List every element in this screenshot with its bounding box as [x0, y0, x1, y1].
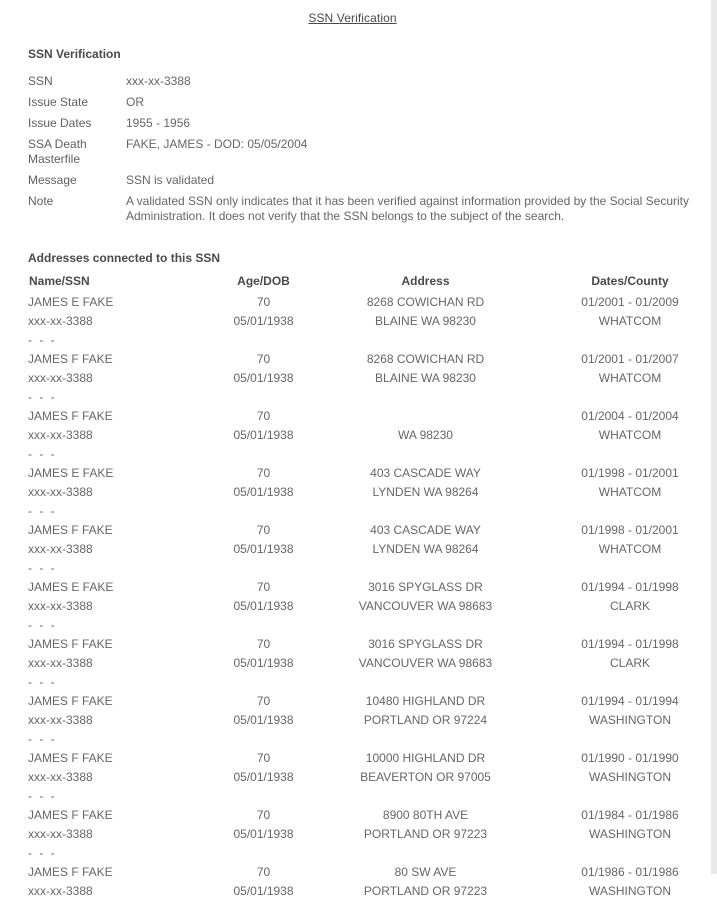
table-row	[28, 113, 691, 134]
row-separator-dashes: - - -	[28, 504, 57, 518]
field-value: OR	[126, 95, 144, 109]
row-separator	[28, 331, 717, 350]
row-name: JAMES F FAKE	[28, 523, 113, 537]
ssn-verification-table-body	[28, 71, 691, 227]
table-row	[28, 825, 717, 844]
row-county: CLARK	[609, 656, 650, 670]
row-dates: 01/1998 - 01/2001	[581, 523, 679, 537]
row-dates: 01/2004 - 01/2004	[581, 409, 679, 423]
row-county: CLARK	[609, 599, 650, 613]
row-separator-dashes: - - -	[28, 732, 57, 746]
row-address-line2: VANCOUVER WA 98683	[358, 599, 493, 613]
table-row	[28, 597, 717, 616]
table-row	[28, 464, 717, 483]
row-separator-blank	[317, 616, 534, 635]
table-row	[28, 483, 717, 502]
row-name: JAMES F FAKE	[28, 694, 113, 708]
row-address-line2: BLAINE WA 98230	[375, 371, 476, 385]
row-name: JAMES E FAKE	[28, 580, 114, 594]
table-header-row	[28, 273, 717, 293]
row-dates: 01/1994 - 01/1994	[581, 694, 679, 708]
row-address-line2: BEAVERTON OR 97005	[360, 770, 491, 784]
row-name: JAMES F FAKE	[28, 409, 113, 423]
row-separator-blank	[534, 388, 717, 407]
row-separator	[28, 502, 717, 521]
row-separator-blank	[534, 502, 717, 521]
table-row	[28, 768, 717, 787]
row-county: WASHINGTON	[588, 884, 671, 898]
row-ssn: xxx-xx-3388	[28, 827, 93, 841]
row-separator-blank	[317, 730, 534, 749]
row-separator-blank	[534, 559, 717, 578]
row-dob: 05/01/1938	[233, 656, 294, 670]
row-separator-blank	[534, 844, 717, 863]
row-separator-blank	[317, 445, 534, 464]
field-value: xxx-xx-3388	[126, 74, 191, 88]
row-ssn: xxx-xx-3388	[28, 371, 93, 385]
row-address-line1: 8268 COWICHAN RD	[366, 295, 485, 309]
row-separator-dashes: - - -	[28, 447, 57, 461]
row-address-line2: WA 98230	[398, 428, 453, 442]
row-dob: 05/01/1938	[233, 371, 294, 385]
row-name: JAMES F FAKE	[28, 751, 113, 765]
table-row	[28, 312, 717, 331]
field-label: Issue State	[28, 95, 89, 109]
table-row	[28, 711, 717, 730]
row-separator-blank	[210, 673, 317, 692]
table-row	[28, 654, 717, 673]
row-separator-dashes: - - -	[28, 390, 57, 404]
row-dob: 05/01/1938	[233, 713, 294, 727]
row-dates: 01/1986 - 01/1986	[581, 865, 679, 879]
row-separator	[28, 673, 717, 692]
row-dob: 05/01/1938	[233, 599, 294, 613]
row-separator-blank	[210, 730, 317, 749]
table-row	[28, 92, 691, 113]
row-separator-dashes: - - -	[28, 846, 57, 860]
table-row	[28, 882, 717, 901]
table-row	[28, 521, 717, 540]
row-separator-blank	[317, 502, 534, 521]
table-row	[28, 170, 691, 191]
row-separator-blank	[534, 787, 717, 806]
table-row	[28, 863, 717, 882]
row-age: 70	[256, 865, 271, 879]
field-label: Note	[28, 194, 54, 208]
row-dates: 01/1990 - 01/1990	[581, 751, 679, 765]
row-address-line1: 8900 80TH AVE	[382, 808, 469, 822]
row-county: WASHINGTON	[588, 827, 671, 841]
field-label: SSA Death Masterfile	[28, 137, 87, 166]
row-separator-blank	[534, 673, 717, 692]
row-age: 70	[256, 580, 271, 594]
row-dob: 05/01/1938	[233, 827, 294, 841]
row-separator	[28, 616, 717, 635]
row-name: JAMES E FAKE	[28, 466, 114, 480]
row-dates: 01/1998 - 01/2001	[581, 466, 679, 480]
field-value: FAKE, JAMES - DOD: 05/05/2004	[126, 137, 308, 151]
row-separator-blank	[317, 673, 534, 692]
row-separator-blank	[534, 730, 717, 749]
table-row	[28, 635, 717, 654]
row-ssn: xxx-xx-3388	[28, 713, 93, 727]
row-age: 70	[256, 523, 271, 537]
table-row	[28, 749, 717, 768]
row-name: JAMES F FAKE	[28, 808, 113, 822]
row-separator	[28, 787, 717, 806]
row-name: JAMES E FAKE	[28, 295, 114, 309]
field-value: A validated SSN only indicates that it has been verified against information provided by the Social Security Administration. It does not verify that the SSN belongs to the subject of the search.	[126, 194, 689, 223]
row-separator-blank	[534, 445, 717, 464]
row-county: WHATCOM	[598, 371, 662, 385]
row-dates: 01/2001 - 01/2007	[581, 352, 679, 366]
row-separator-blank	[317, 331, 534, 350]
field-label: Issue Dates	[28, 116, 92, 130]
row-address-line2: PORTLAND OR 97224	[363, 713, 488, 727]
row-county: WHATCOM	[598, 485, 662, 499]
row-address-line1	[317, 407, 534, 426]
row-separator-dashes: - - -	[28, 561, 57, 575]
row-separator	[28, 730, 717, 749]
row-separator-blank	[534, 331, 717, 350]
row-ssn: xxx-xx-3388	[28, 485, 93, 499]
row-separator-blank	[317, 388, 534, 407]
row-separator-blank	[317, 559, 534, 578]
row-ssn: xxx-xx-3388	[28, 542, 93, 556]
row-separator-blank	[210, 445, 317, 464]
page-title: SSN Verification	[308, 11, 397, 25]
row-address-line1: 403 CASCADE WAY	[370, 466, 481, 480]
column-header-name-ssn: Name/SSN	[29, 274, 90, 288]
table-row	[28, 692, 717, 711]
row-separator-blank	[317, 844, 534, 863]
row-separator-blank	[210, 844, 317, 863]
row-separator-dashes: - - -	[28, 789, 57, 803]
row-separator-blank	[534, 616, 717, 635]
row-address-line1: 10480 HIGHLAND DR	[365, 694, 486, 708]
row-dob: 05/01/1938	[233, 770, 294, 784]
row-separator-dashes: - - -	[28, 618, 57, 632]
table-row	[28, 293, 717, 312]
row-county: WHATCOM	[598, 428, 662, 442]
table-row	[28, 71, 691, 92]
row-address-line2: LYNDEN WA 98264	[372, 485, 479, 499]
row-separator	[28, 388, 717, 407]
row-age: 70	[256, 694, 271, 708]
row-county: WASHINGTON	[588, 770, 671, 784]
addresses-table-header	[28, 273, 717, 293]
row-separator-blank	[210, 388, 317, 407]
row-age: 70	[256, 466, 271, 480]
ssn-verification-table	[28, 71, 691, 227]
row-ssn: xxx-xx-3388	[28, 599, 93, 613]
column-header-age-dob: Age/DOB	[237, 274, 290, 288]
row-ssn: xxx-xx-3388	[28, 428, 93, 442]
row-age: 70	[256, 637, 271, 651]
row-dates: 01/2001 - 01/2009	[581, 295, 679, 309]
row-name: JAMES F FAKE	[28, 637, 113, 651]
addresses-table	[28, 273, 717, 901]
row-address-line1: 8268 COWICHAN RD	[366, 352, 485, 366]
row-dob: 05/01/1938	[233, 314, 294, 328]
row-separator	[28, 559, 717, 578]
row-county: WHATCOM	[598, 314, 662, 328]
row-ssn: xxx-xx-3388	[28, 884, 93, 898]
ssn-verification-section	[0, 47, 711, 227]
row-separator	[28, 445, 717, 464]
row-dates: 01/1994 - 01/1998	[581, 637, 679, 651]
row-ssn: xxx-xx-3388	[28, 770, 93, 784]
row-address-line2: LYNDEN WA 98264	[372, 542, 479, 556]
row-name: JAMES F FAKE	[28, 865, 113, 879]
row-ssn: xxx-xx-3388	[28, 656, 93, 670]
table-row	[28, 191, 691, 227]
row-county: WASHINGTON	[588, 713, 671, 727]
row-dob: 05/01/1938	[233, 428, 294, 442]
row-dob: 05/01/1938	[233, 542, 294, 556]
field-label: SSN	[28, 74, 53, 88]
table-row	[28, 540, 717, 559]
row-separator	[28, 844, 717, 863]
table-row	[28, 134, 691, 170]
row-address-line1: 403 CASCADE WAY	[370, 523, 481, 537]
row-address-line2: BLAINE WA 98230	[375, 314, 476, 328]
table-row	[28, 578, 717, 597]
row-address-line2: VANCOUVER WA 98683	[358, 656, 493, 670]
row-separator-blank	[317, 787, 534, 806]
row-separator-blank	[210, 787, 317, 806]
row-county: WHATCOM	[598, 542, 662, 556]
row-age: 70	[256, 751, 271, 765]
row-age: 70	[256, 352, 271, 366]
row-separator-blank	[210, 331, 317, 350]
row-dates: 01/1994 - 01/1998	[581, 580, 679, 594]
row-dates: 01/1984 - 01/1986	[581, 808, 679, 822]
row-separator-blank	[210, 616, 317, 635]
row-age: 70	[256, 409, 271, 423]
field-value: SSN is validated	[126, 173, 215, 187]
column-header-dates-county: Dates/County	[591, 274, 669, 288]
row-separator-dashes: - - -	[28, 675, 57, 689]
addresses-table-body	[28, 293, 717, 901]
table-row	[28, 407, 717, 426]
table-row	[28, 426, 717, 445]
row-separator-dashes: - - -	[28, 333, 57, 347]
row-address-line1: 3016 SPYGLASS DR	[368, 580, 483, 594]
row-dob: 05/01/1938	[233, 884, 294, 898]
table-row	[28, 806, 717, 825]
table-row	[28, 350, 717, 369]
row-age: 70	[256, 808, 271, 822]
field-value: 1955 - 1956	[126, 116, 191, 130]
row-separator-blank	[210, 559, 317, 578]
row-address-line1: 3016 SPYGLASS DR	[368, 637, 483, 651]
row-ssn: xxx-xx-3388	[28, 314, 93, 328]
row-address-line1: 80 SW AVE	[394, 865, 457, 879]
row-address-line2: PORTLAND OR 97223	[363, 827, 488, 841]
row-dob: 05/01/1938	[233, 485, 294, 499]
row-age: 70	[256, 295, 271, 309]
row-separator-blank	[210, 502, 317, 521]
addresses-heading: Addresses connected to this SSN	[28, 251, 221, 265]
row-address-line1: 10000 HIGHLAND DR	[365, 751, 486, 765]
addresses-section	[0, 251, 711, 901]
row-address-line2: PORTLAND OR 97223	[363, 884, 488, 898]
field-label: Message	[28, 173, 77, 187]
column-header-address: Address	[401, 274, 450, 288]
table-row	[28, 369, 717, 388]
ssn-verification-heading: SSN Verification	[28, 47, 121, 61]
row-name: JAMES F FAKE	[28, 352, 113, 366]
